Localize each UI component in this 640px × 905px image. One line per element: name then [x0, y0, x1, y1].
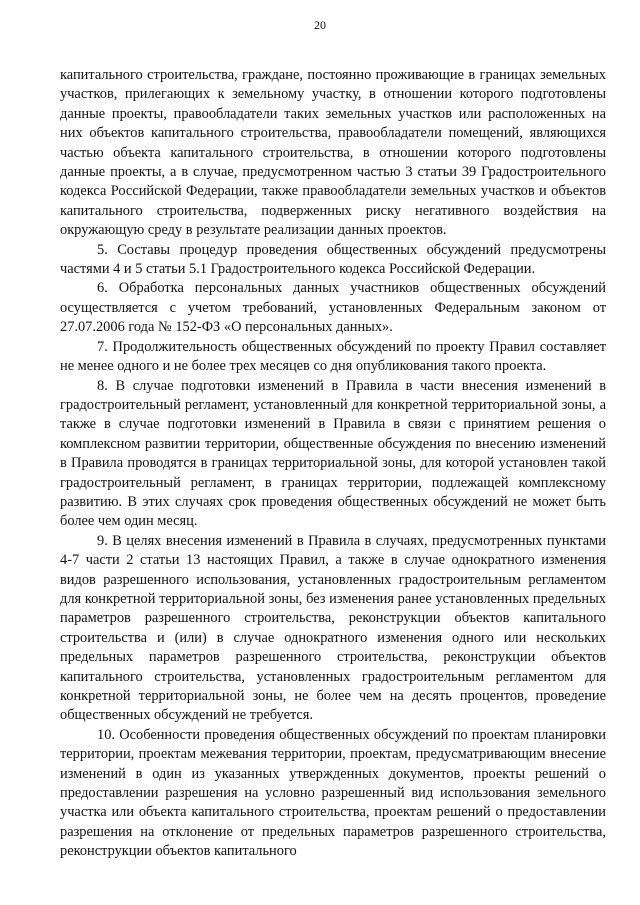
paragraph-6: 6. Обработка персональных данных участников общественных обсуждений осуществляется с учетом требований, установленных Федеральным законом от 27.07.2006 года № 152-ФЗ «О персональных данных».: [60, 280, 606, 336]
page-number: 20: [314, 18, 326, 32]
paragraph-10: 10. Особенности проведения общественных обсуждений по проектам планировки территории, проектам межевания территории, проектам, предусматривающим внесение изменений в один из указанных утвержденных документов, проекты решений о предоставлении разрешения на условно разрешенный вид использования земельного участка или объекта капитального строительства, проектам решений о предоставлении разрешения на отклонение от предельных параметров разрешенного строительства, реконструкции объектов капитального: [60, 726, 606, 860]
document-body: [60, 66, 606, 862]
paragraph-9: 9. В целях внесения изменений в Правила в случаях, предусмотренных пунктами 4-7 части 2 статьи 13 настоящих Правил, а также в случае однократного изменения видов разрешенного использования, установленных градостроительным регламентом для конкретной территориальной зоны, без изменения ранее установленных предельных параметров разрешенного строительства, реконструкции объектов капитального строительства и (или) в случае однократного изменения одного или нескольких предельных параметров разрешенного строительства, реконструкции объектов капитального строительства, установленных градостроительным регламентом для конкретной территориальной зоны, не более чем на десять процентов, проведение общественных обсуждений не требуется.: [60, 532, 606, 724]
paragraph-8: 8. В случае подготовки изменений в Правила в части внесения изменений в градостроительный регламент, установленный для конкретной территориальной зоны, а также в случае подготовки изменений в Правила в связи с принятием решения о комплексном развитии территории, общественные обсуждения по внесению изменений в Правила проводятся в границах территориальной зоны, для которой установлен такой градостроительный регламент, в границах территории, подлежащей комплексному развитию. В этих случаях срок проведения общественных обсуждений не может быть более чем один месяц.: [60, 377, 606, 530]
paragraph-5: 5. Составы процедур проведения общественных обсуждений предусмотрены частями 4 и 5 статьи 5.1 Градостроительного кодекса Российской Федерации.: [60, 241, 606, 278]
paragraph-continuation: капитального строительства, граждане, постоянно проживающие в границах земельных участков, прилегающих к земельному участку, в отношении которого подготовлены данные проекты, правообладатели таких земельных участков или расположенных на них объектов капитального строительства, правообладатели помещений, являющихся частью объекта капитального строительства, в отношении которого подготовлены данные проекты, а в случае, предусмотренном частью 3 статьи 39 Градостроительного кодекса Российской Федерации, также правообладатели земельных участков и объектов капитального строительства, подверженных риску негативного воздействия на окружающую среду в результате реализации данных проектов.: [60, 67, 606, 239]
paragraph-7: 7. Продолжительность общественных обсуждений по проекту Правил составляет не менее одного и не более трех месяцев со дня опубликования такого проекта.: [60, 338, 606, 375]
